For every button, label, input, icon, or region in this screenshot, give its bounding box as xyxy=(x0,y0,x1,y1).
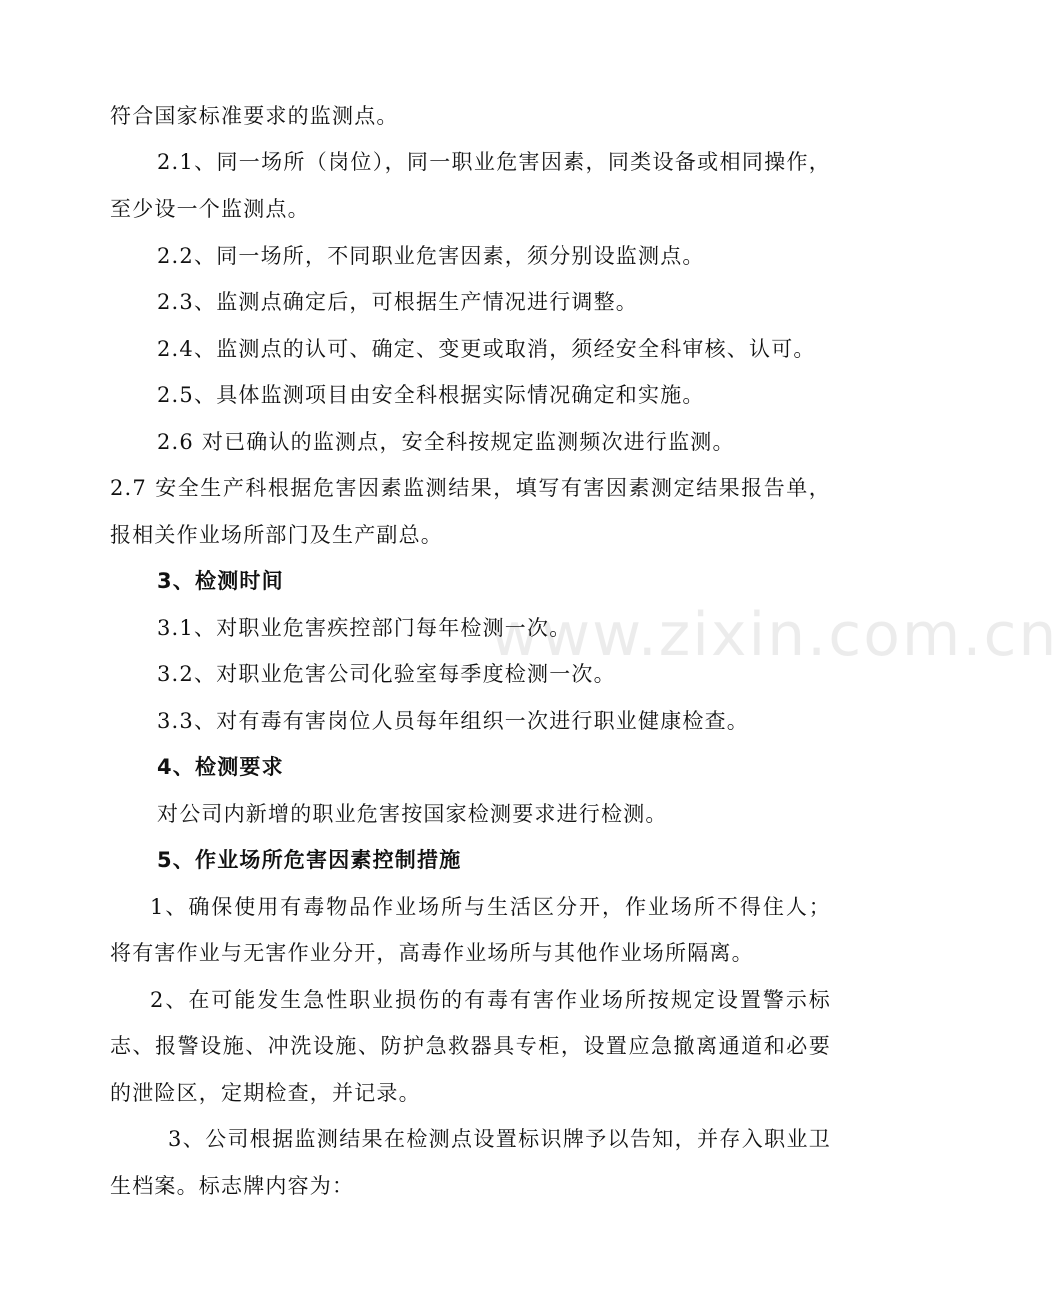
measure-2: 2、在可能发生急性职业损伤的有毒有害作业场所按规定设置警示标 xyxy=(150,988,831,1012)
watermark: www.zixin.com.cn xyxy=(490,600,1058,670)
section-heading-4: 4、检测要求 xyxy=(157,755,284,779)
section-heading-5: 5、作业场所危害因素控制措施 xyxy=(157,848,462,872)
clause-2-4: 2.4、监测点的认可、确定、变更或取消，须经安全科审核、认可。 xyxy=(157,337,816,361)
measure-3: 3、公司根据监测结果在检测点设置标识牌予以告知，并存入职业卫 xyxy=(168,1127,831,1151)
clause-3-2: 3.2、对职业危害公司化验室每季度检测一次。 xyxy=(157,662,616,686)
text-line: 至少设一个监测点。 xyxy=(110,197,310,221)
clause-2-6: 2.6 对已确认的监测点，安全科按规定监测频次进行监测。 xyxy=(157,430,735,454)
clause-2-3: 2.3、监测点确定后，可根据生产情况进行调整。 xyxy=(157,290,638,314)
clause-3-3: 3.3、对有毒有害岗位人员每年组织一次进行职业健康检查。 xyxy=(157,709,749,733)
text-line: 生档案。标志牌内容为： xyxy=(110,1174,355,1198)
section-heading-3: 3、检测时间 xyxy=(157,569,284,593)
clause-2-1: 2.1、同一场所（岗位），同一职业危害因素，同类设备或相同操作， xyxy=(157,150,831,174)
text-line: 将有害作业与无害作业分开，高毒作业场所与其他作业场所隔离。 xyxy=(110,941,754,965)
clause-2-7: 2.7 安全生产科根据危害因素监测结果，填写有害因素测定结果报告单， xyxy=(110,476,831,500)
measure-1: 1、确保使用有毒物品作业场所与生活区分开，作业场所不得住人； xyxy=(150,895,831,919)
text-line: 的泄险区，定期检查，并记录。 xyxy=(110,1081,421,1105)
text-line: 对公司内新增的职业危害按国家检测要求进行检测。 xyxy=(157,802,668,826)
text-line: 报相关作业场所部门及生产副总。 xyxy=(110,523,443,547)
clause-3-1: 3.1、对职业危害疾控部门每年检测一次。 xyxy=(157,616,572,640)
text-line: 符合国家标准要求的监测点。 xyxy=(110,104,399,128)
clause-2-2: 2.2、同一场所，不同职业危害因素，须分别设监测点。 xyxy=(157,244,705,268)
text-line: 志、报警设施、冲洗设施、防护急救器具专柜，设置应急撤离通道和必要 xyxy=(110,1034,831,1058)
clause-2-5: 2.5、具体监测项目由安全科根据实际情况确定和实施。 xyxy=(157,383,705,407)
